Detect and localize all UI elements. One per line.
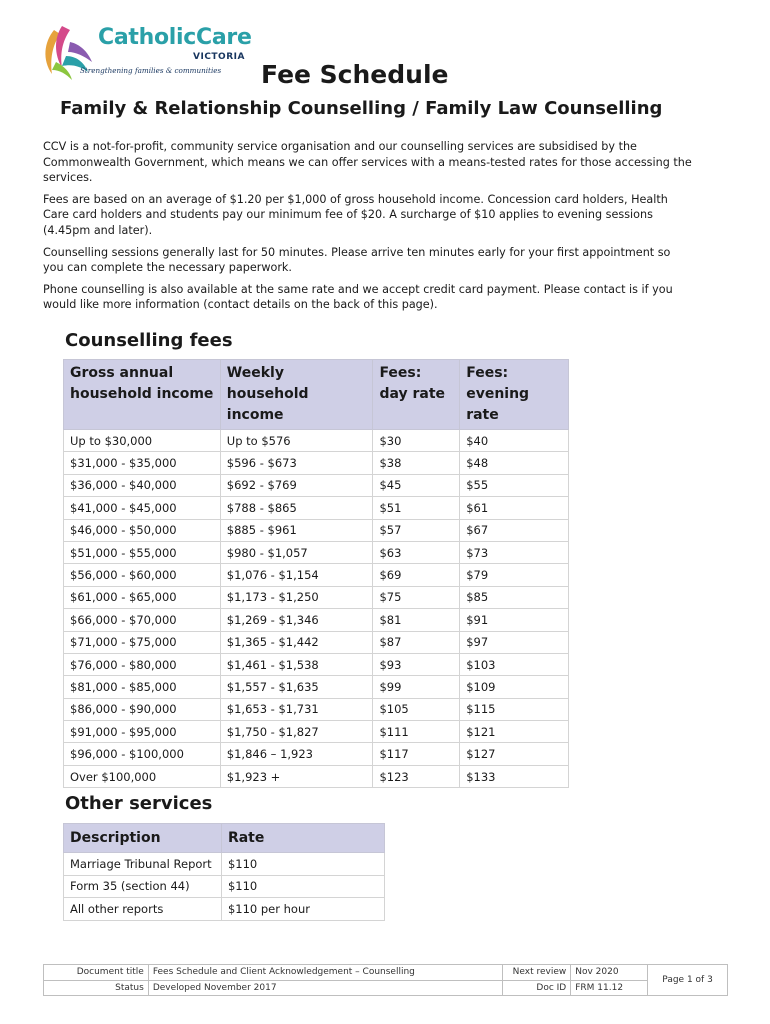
table-row	[64, 430, 569, 452]
gross-income-cell: $46,000 - $50,000	[64, 519, 221, 541]
table-row	[64, 765, 569, 787]
intro-paragraph: CCV is a not-for-profit, community service organisation and our counselling services are subsidised by the Commonwealth Government, which means we can offer services with a means-tested rates for those accessing the services.	[43, 140, 692, 185]
table-row	[64, 875, 385, 898]
table-header	[64, 360, 569, 430]
weekly-income-cell: $1,173 - $1,250	[220, 586, 373, 608]
weekly-income-cell: $1,557 - $1,635	[220, 676, 373, 698]
weekly-income-cell: $980 - $1,057	[220, 541, 373, 563]
document-footer	[43, 964, 728, 996]
evening-rate-cell: $61	[460, 497, 569, 519]
gross-income-cell: $96,000 - $100,000	[64, 743, 221, 765]
weekly-income-cell: $1,461 - $1,538	[220, 653, 373, 675]
intro-paragraph: Fees are based on an average of $1.20 per $1,000 of gross household income. Concession card holders, Health Care card holders and students pay our minimum fee of $20. A surcharge of $10 applies to evening sessions (4.45pm and later).	[43, 192, 668, 237]
doc-id: FRM 11.12	[571, 980, 648, 996]
gross-income-cell: $56,000 - $60,000	[64, 564, 221, 586]
day-rate-cell: $87	[373, 631, 460, 653]
next-review-label: Next review	[503, 965, 571, 981]
page-title: Fee Schedule	[261, 60, 449, 89]
day-rate-cell: $38	[373, 452, 460, 474]
description-cell: Marriage Tribunal Report	[64, 853, 222, 876]
weekly-income-cell: $1,269 - $1,346	[220, 609, 373, 631]
col-header-day-rate: Fees: day rate	[373, 360, 460, 430]
page-number: Page 1 of 3	[648, 965, 728, 996]
table-row	[64, 698, 569, 720]
table-row	[64, 609, 569, 631]
table-row	[64, 653, 569, 675]
table-row	[64, 586, 569, 608]
day-rate-cell: $123	[373, 765, 460, 787]
evening-rate-cell: $127	[460, 743, 569, 765]
rate-cell: $110	[221, 875, 384, 898]
day-rate-cell: $51	[373, 497, 460, 519]
evening-rate-cell: $55	[460, 474, 569, 496]
doc-id-label: Doc ID	[503, 980, 571, 996]
evening-rate-cell: $115	[460, 698, 569, 720]
gross-income-cell: $86,000 - $90,000	[64, 698, 221, 720]
logo-name: CatholicCare	[98, 25, 252, 50]
intro-paragraph: Counselling sessions generally last for 50 minutes. Please arrive ten minutes early for your first appointment so you can complete the necessary paperwork.	[43, 245, 671, 275]
day-rate-cell: $69	[373, 564, 460, 586]
weekly-income-cell: $1,653 - $1,731	[220, 698, 373, 720]
weekly-income-cell: Up to $576	[220, 430, 373, 452]
day-rate-cell: $63	[373, 541, 460, 563]
gross-income-cell: Over $100,000	[64, 765, 221, 787]
gross-income-cell: $61,000 - $65,000	[64, 586, 221, 608]
col-header-gross-income: Gross annual household income	[64, 360, 221, 430]
evening-rate-cell: $73	[460, 541, 569, 563]
gross-income-cell: $91,000 - $95,000	[64, 721, 221, 743]
day-rate-cell: $75	[373, 586, 460, 608]
table-row	[64, 743, 569, 765]
gross-income-cell: $31,000 - $35,000	[64, 452, 221, 474]
evening-rate-cell: $67	[460, 519, 569, 541]
weekly-income-cell: $1,076 - $1,154	[220, 564, 373, 586]
table-row	[64, 564, 569, 586]
logo-sub: VICTORIA	[193, 52, 245, 62]
description-cell: All other reports	[64, 898, 222, 921]
description-cell: Form 35 (section 44)	[64, 875, 222, 898]
catholiccare-logo	[40, 20, 250, 84]
page-subtitle: Family & Relationship Counselling / Family Law Counselling	[60, 98, 663, 119]
weekly-income-cell: $1,923 +	[220, 765, 373, 787]
evening-rate-cell: $97	[460, 631, 569, 653]
gross-income-cell: $81,000 - $85,000	[64, 676, 221, 698]
gross-income-cell: Up to $30,000	[64, 430, 221, 452]
evening-rate-cell: $121	[460, 721, 569, 743]
counselling-fees-table	[63, 359, 569, 788]
table-row	[64, 898, 385, 921]
gross-income-cell: $76,000 - $80,000	[64, 653, 221, 675]
evening-rate-cell: $85	[460, 586, 569, 608]
table-row	[64, 631, 569, 653]
logo-tagline: Strengthening families & communities	[80, 66, 222, 75]
gross-income-cell: $66,000 - $70,000	[64, 609, 221, 631]
evening-rate-cell: $79	[460, 564, 569, 586]
weekly-income-cell: $885 - $961	[220, 519, 373, 541]
doc-title: Fees Schedule and Client Acknowledgement – Counselling	[148, 965, 502, 981]
rate-cell: $110 per hour	[221, 898, 384, 921]
day-rate-cell: $93	[373, 653, 460, 675]
table-row	[64, 721, 569, 743]
table-row	[64, 452, 569, 474]
rate-cell: $110	[221, 853, 384, 876]
weekly-income-cell: $1,365 - $1,442	[220, 631, 373, 653]
col-header-weekly-income: Weekly household income	[220, 360, 373, 430]
status-label: Status	[44, 980, 149, 996]
weekly-income-cell: $788 - $865	[220, 497, 373, 519]
table-row	[64, 474, 569, 496]
gross-income-cell: $41,000 - $45,000	[64, 497, 221, 519]
col-header-rate: Rate	[221, 824, 384, 853]
doc-title-label: Document title	[44, 965, 149, 981]
counselling-fees-heading: Counselling fees	[65, 330, 233, 351]
day-rate-cell: $45	[373, 474, 460, 496]
table-header	[64, 824, 385, 853]
table-row	[64, 519, 569, 541]
gross-income-cell: $51,000 - $55,000	[64, 541, 221, 563]
table-row	[64, 497, 569, 519]
weekly-income-cell: $1,750 - $1,827	[220, 721, 373, 743]
fees-table-body	[64, 430, 569, 788]
evening-rate-cell: $109	[460, 676, 569, 698]
day-rate-cell: $81	[373, 609, 460, 631]
other-services-table	[63, 823, 385, 921]
day-rate-cell: $57	[373, 519, 460, 541]
weekly-income-cell: $692 - $769	[220, 474, 373, 496]
next-review: Nov 2020	[571, 965, 648, 981]
evening-rate-cell: $103	[460, 653, 569, 675]
gross-income-cell: $71,000 - $75,000	[64, 631, 221, 653]
col-header-description: Description	[64, 824, 222, 853]
weekly-income-cell: $596 - $673	[220, 452, 373, 474]
evening-rate-cell: $40	[460, 430, 569, 452]
gross-income-cell: $36,000 - $40,000	[64, 474, 221, 496]
day-rate-cell: $30	[373, 430, 460, 452]
table-row	[64, 541, 569, 563]
evening-rate-cell: $91	[460, 609, 569, 631]
status-value: Developed November 2017	[148, 980, 502, 996]
day-rate-cell: $105	[373, 698, 460, 720]
intro-text	[43, 139, 693, 319]
evening-rate-cell: $48	[460, 452, 569, 474]
day-rate-cell: $111	[373, 721, 460, 743]
evening-rate-cell: $133	[460, 765, 569, 787]
table-row	[64, 676, 569, 698]
table-row	[64, 853, 385, 876]
other-services-heading: Other services	[65, 793, 213, 814]
day-rate-cell: $99	[373, 676, 460, 698]
services-table-body	[64, 853, 385, 921]
day-rate-cell: $117	[373, 743, 460, 765]
col-header-evening-rate: Fees: evening rate	[460, 360, 569, 430]
intro-paragraph: Phone counselling is also available at the same rate and we accept credit card payment. Please contact is if you would like more information (contact details on the back of this page).	[43, 282, 673, 312]
weekly-income-cell: $1,846 – 1,923	[220, 743, 373, 765]
